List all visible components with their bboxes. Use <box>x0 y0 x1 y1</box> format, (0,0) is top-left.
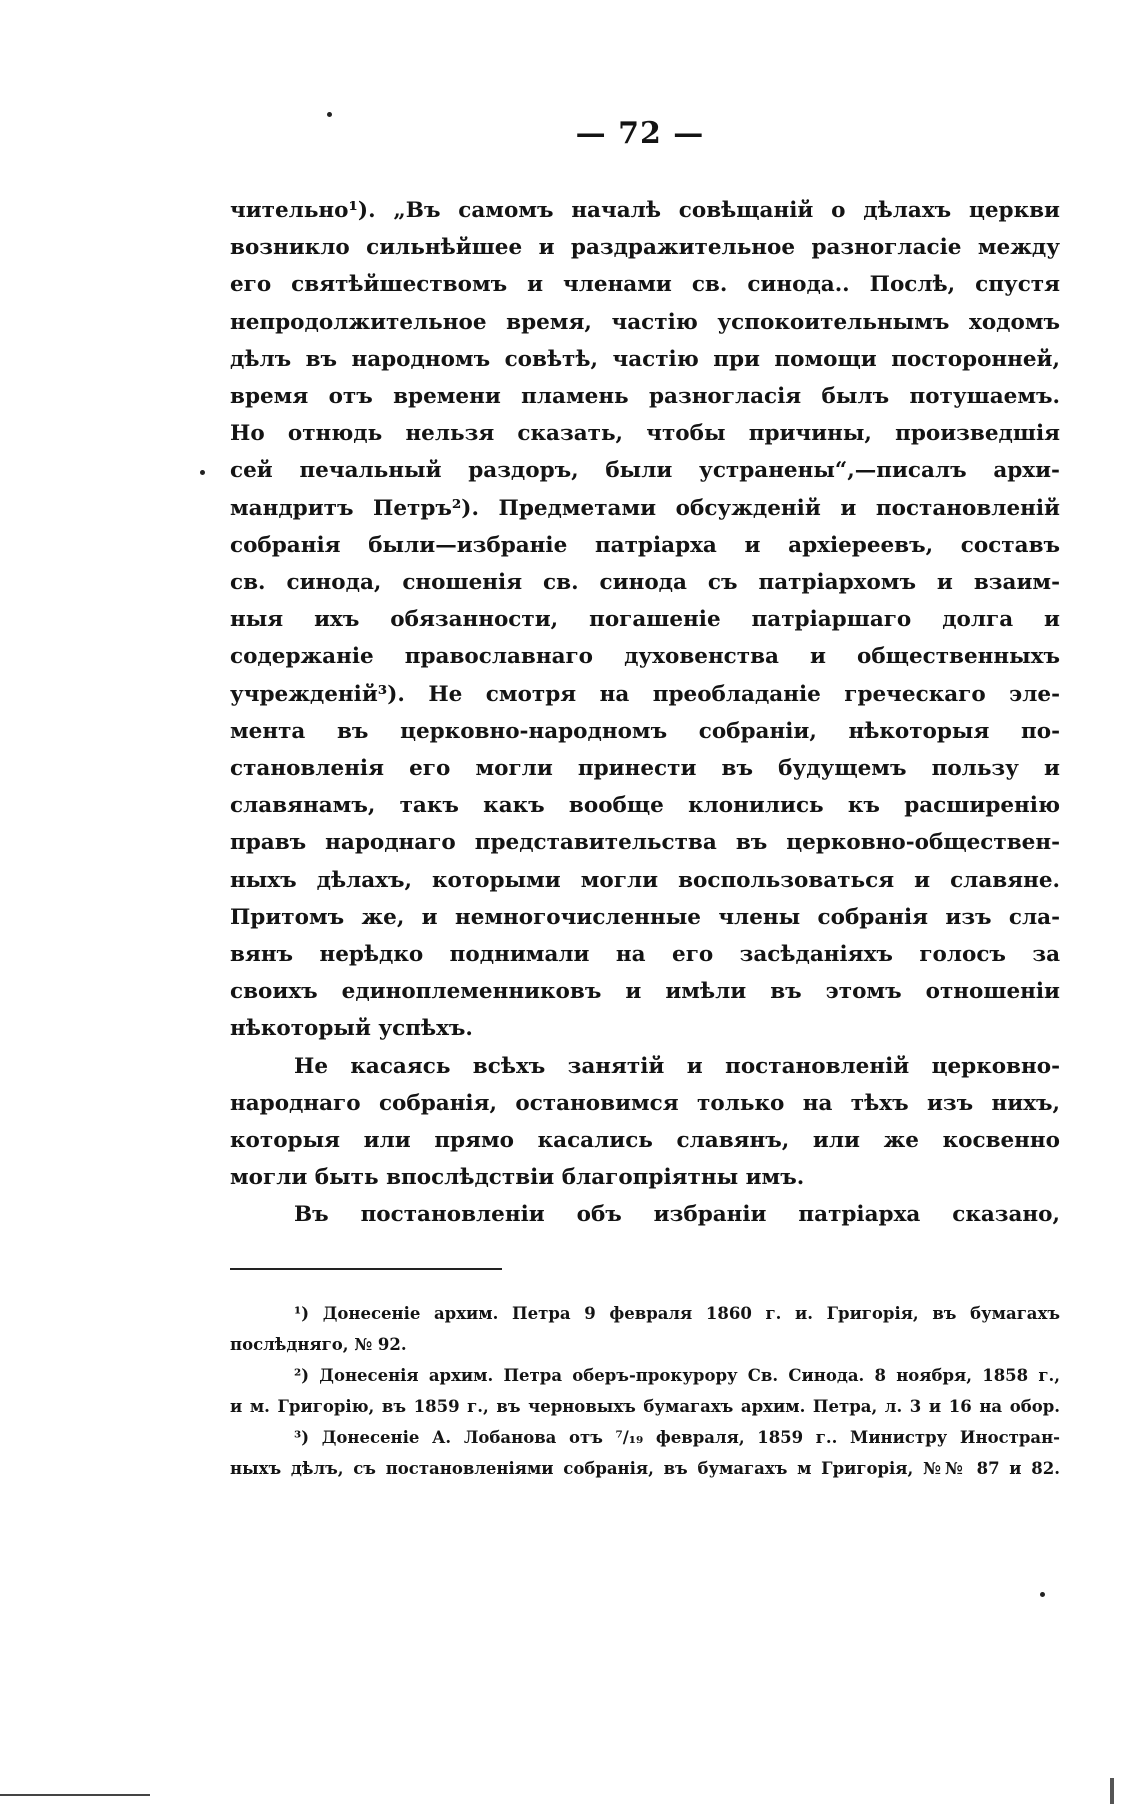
body-line: вянъ нерѣдко поднимали на его засѣданіяхъ голосъ за <box>230 942 1060 968</box>
body-line: его святѣйшествомъ и членами св. синода.. Послѣ, спустя <box>230 272 1060 298</box>
scan-edge-mark <box>1110 1778 1114 1804</box>
body-line: непродолжительное время, частію успокоительнымъ ходомъ <box>230 309 1060 335</box>
body-line: мандритъ Петръ²). Предметами обсужденій и постановленій <box>230 495 1060 521</box>
footnote-line: ²) Донесенія архим. Петра оберъ-прокурору Св. Синода. 8 ноября, 1858 г., <box>294 1366 1060 1385</box>
footnote-line: и м. Григорію, въ 1859 г., въ черновыхъ бумагахъ архим. Петра, л. 3 и 16 на обор. <box>230 1397 1060 1416</box>
body-line: чительно¹). „Въ самомъ началѣ совѣщаній о дѣлахъ церкви <box>230 198 1060 223</box>
body-line: учрежденій³). Не смотря на преобладаніе греческаго эле- <box>230 681 1060 707</box>
footnote-line: ¹) Донесеніе архим. Петра 9 февраля 1860 г. и. Григорія, въ бумагахъ <box>294 1304 1060 1323</box>
body-line: которыя или прямо касались славянъ, или же косвенно <box>230 1128 1060 1154</box>
footnotes <box>230 1298 1060 1484</box>
body-line: дѣлъ въ народномъ совѣтѣ, частію при помощи посторонней, <box>230 346 1060 372</box>
footnote-line: ныхъ дѣлъ, съ постановленіями собранія, въ бумагахъ м Григорія, №№ 87 и 82. <box>230 1459 1060 1478</box>
body-line: народнаго собранія, остановимся только на тѣхъ изъ нихъ, <box>230 1090 1060 1116</box>
paragraph-start-line: Не касаясь всѣхъ занятій и постановленій церковно- <box>294 1053 1060 1079</box>
body-line: своихъ единоплеменниковъ и имѣли въ этомъ отношеніи <box>230 979 1060 1005</box>
scan-speck <box>1040 1592 1045 1597</box>
body-line: славянамъ, такъ какъ вообще клонились къ расширенію <box>230 793 1060 819</box>
body-line: нѣкоторый успѣхъ. <box>230 1016 473 1042</box>
footnote-line: ³) Донесеніе А. Лобанова отъ ⁷/₁₉ февраля, 1859 г.. Министру Иностран- <box>294 1428 1060 1447</box>
paragraph-start-line: Въ постановленіи объ избраніи патріарха сказано, <box>294 1202 1060 1228</box>
footnote-line: послѣдняго, № 92. <box>230 1335 407 1354</box>
body-line: возникло сильнѣйшее и раздражительное разногласіе между <box>230 235 1060 261</box>
body-line: сей печальный раздоръ, были устранены“,—писалъ архи- <box>230 458 1060 484</box>
body-line: становленія его могли принести въ будущемъ пользу и <box>230 756 1060 782</box>
body-line: мента въ церковно-народномъ собраніи, нѣкоторыя по- <box>230 718 1060 744</box>
body-line: могли быть впослѣдствіи благопріятны имъ. <box>230 1165 805 1191</box>
body-line: ныя ихъ обязанности, погашеніе патріаршаго долга и <box>230 607 1060 633</box>
body-line: Притомъ же, и немногочисленные члены собранія изъ сла- <box>230 904 1060 930</box>
scan-speck <box>200 470 205 475</box>
body-line: св. синода, сношенія св. синода съ патріархомъ и взаим- <box>230 570 1060 596</box>
body-line: ныхъ дѣлахъ, которыми могли воспользоваться и славяне. <box>230 867 1060 893</box>
scan-speck <box>327 112 332 117</box>
body-text <box>230 192 1060 1234</box>
body-line: собранія были—избраніе патріарха и архіереевъ, составъ <box>230 532 1060 558</box>
scan-edge-line <box>0 1794 150 1796</box>
body-line: содержаніе православнаго духовенства и общественныхъ <box>230 644 1060 670</box>
body-line: время отъ времени пламень разногласія былъ потушаемъ. <box>230 384 1060 410</box>
body-line: правъ народнаго представительства въ церковно-обществен- <box>230 830 1060 856</box>
footnote-separator <box>230 1268 502 1270</box>
body-line: Но отнюдь нельзя сказать, чтобы причины, произведшія <box>230 421 1060 447</box>
page-number: — 72 — <box>575 116 705 151</box>
